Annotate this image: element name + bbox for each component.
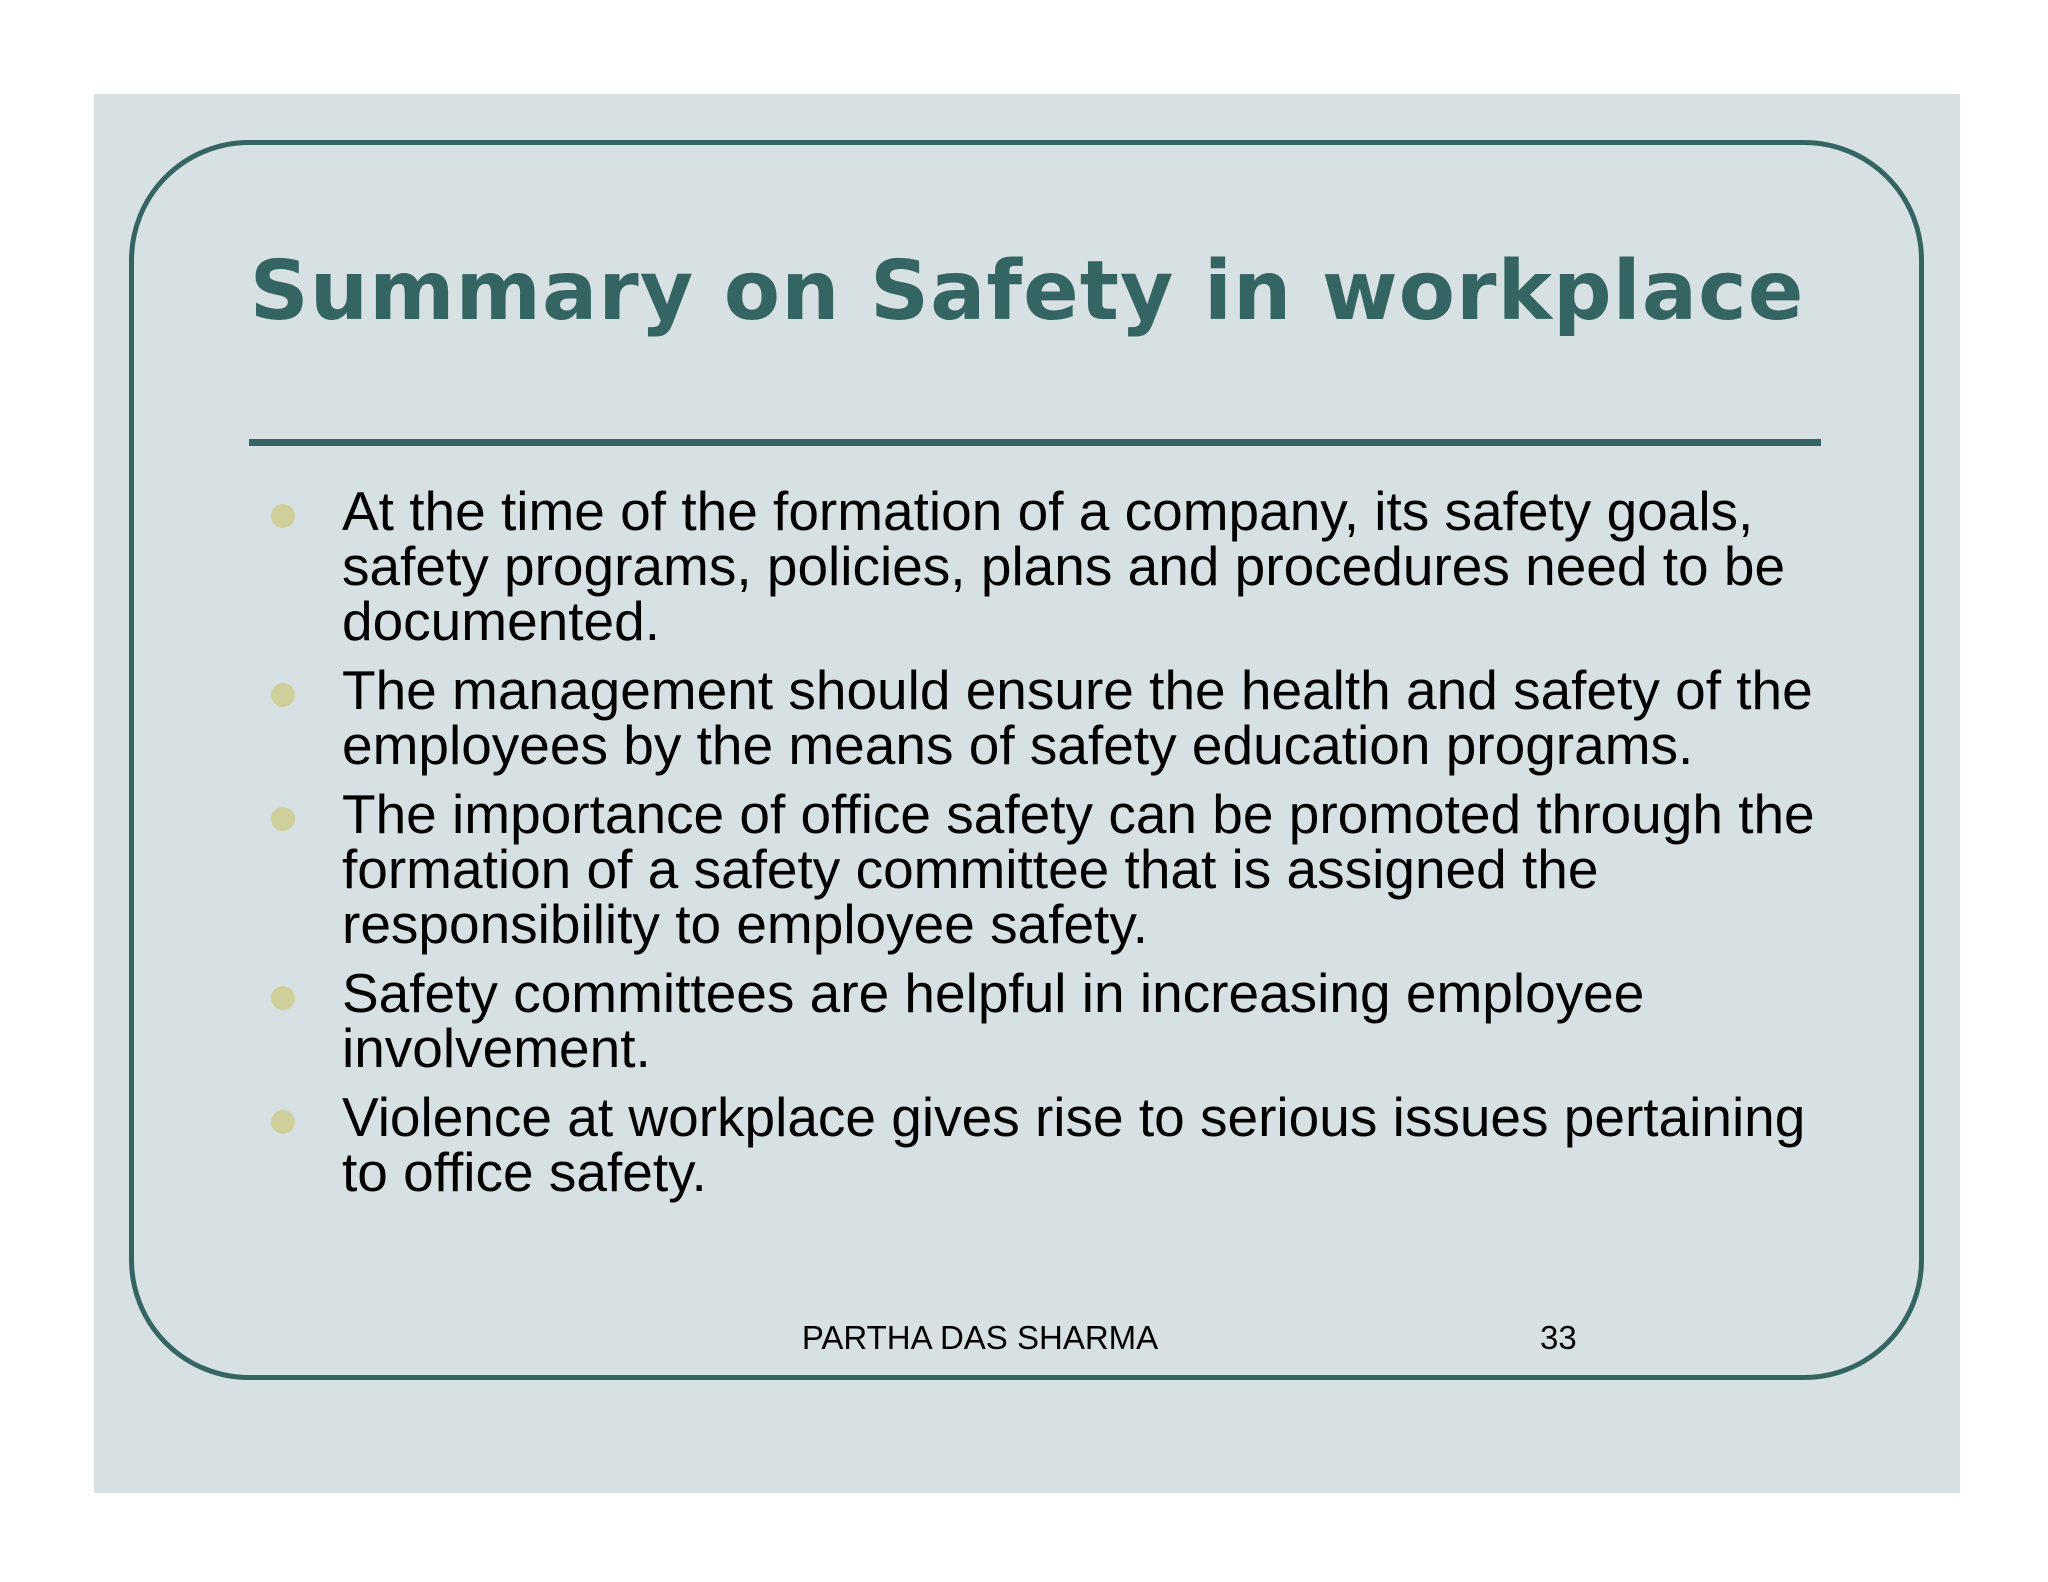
slide: [94, 94, 1960, 1493]
bullet-dot-icon: [271, 986, 295, 1010]
bullet-text: Violence at workplace gives rise to serious issues pertaining to office safety.: [342, 1086, 1806, 1203]
bullet-item: [244, 1086, 1844, 1203]
bullet-text: At the time of the formation of a company, its safety goals, safety programs, policies, plans and procedures need to be documented.: [342, 480, 1786, 652]
bullet-dot-icon: [271, 683, 295, 707]
bullet-item: [244, 659, 1844, 776]
bullet-list: [244, 480, 1844, 1214]
bullet-text: The importance of office safety can be promoted through the formation of a safety committee that is assigned the responsibility to employee safety.: [342, 783, 1815, 955]
bullet-dot-icon: [271, 807, 295, 831]
slide-title: Summary on Safety in workplace: [249, 244, 1805, 339]
bullet-dot-icon: [271, 1110, 295, 1134]
bullet-item: [244, 783, 1844, 955]
title-divider: [249, 439, 1821, 446]
bullet-dot-icon: [271, 504, 295, 528]
bullet-text: Safety committees are helpful in increasing employee involvement.: [342, 962, 1645, 1079]
bullet-text: The management should ensure the health and safety of the employees by the means of safety education programs.: [342, 659, 1813, 776]
bullet-item: [244, 480, 1844, 652]
bullet-item: [244, 962, 1844, 1079]
page-number: 33: [1540, 1319, 1577, 1356]
footer-author: PARTHA DAS SHARMA: [801, 1319, 1159, 1356]
